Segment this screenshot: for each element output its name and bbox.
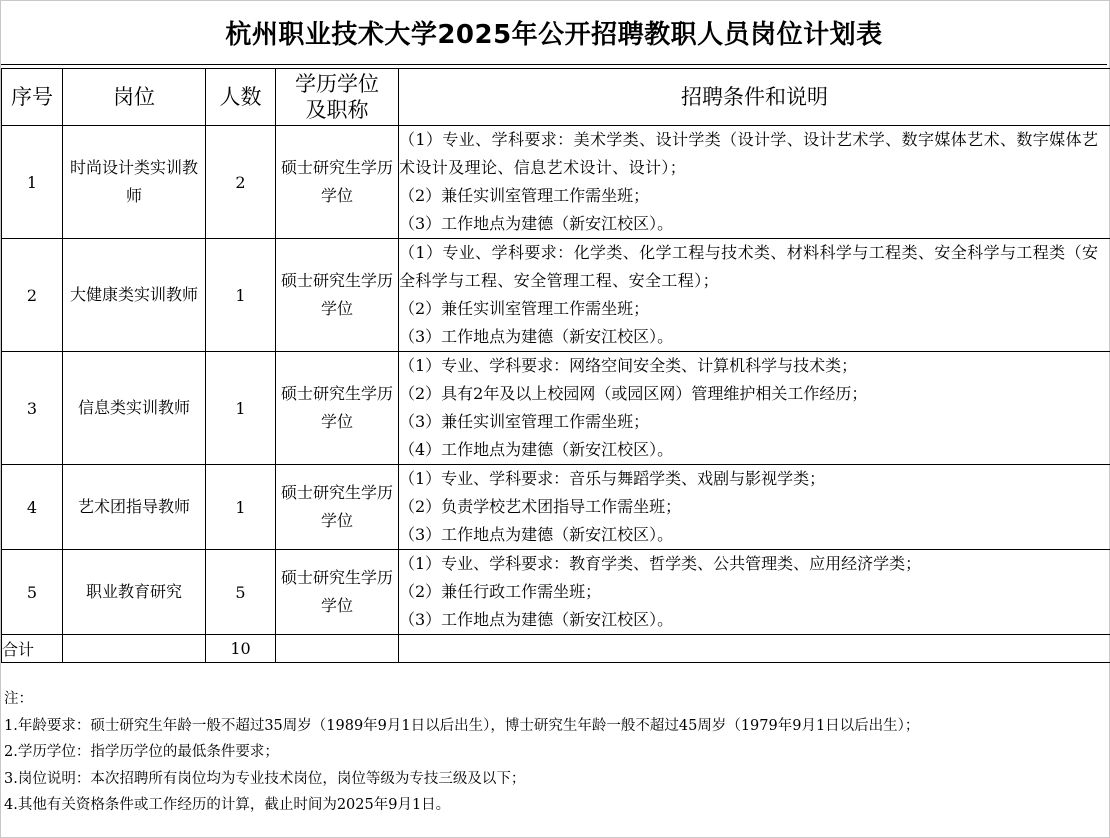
- row-no: 5: [2, 550, 63, 635]
- page-title: 杭州职业技术大学2025年公开招聘教职人员岗位计划表: [1, 1, 1107, 65]
- table-row: [2, 465, 1110, 550]
- row-conditions: [399, 126, 1110, 239]
- header-education-line1: 学历学位: [295, 72, 379, 96]
- condition-line: （2）兼任实训室管理工作需坐班；: [399, 299, 650, 318]
- row-education: 硕士研究生学历学位: [276, 239, 399, 352]
- row-no: 2: [2, 239, 63, 352]
- row-no: 4: [2, 465, 63, 550]
- row-position: 大健康类实训教师: [63, 239, 206, 352]
- row-no: 3: [2, 352, 63, 465]
- total-row: [2, 635, 1110, 663]
- condition-line: （2）负责学校艺术团指导工作需坐班；: [399, 497, 682, 516]
- row-education: 硕士研究生学历学位: [276, 465, 399, 550]
- condition-line: （4）工作地点为建德（新安江校区）。: [399, 440, 674, 459]
- empty-cell: [63, 635, 206, 663]
- row-no: 1: [2, 126, 63, 239]
- header-no: 序号: [2, 69, 63, 126]
- condition-line: （2）具有2年及以上校园网（或园区网）管理维护相关工作经历；: [399, 384, 868, 403]
- table-row: [2, 352, 1110, 465]
- row-conditions: [399, 239, 1110, 352]
- header-education: [276, 69, 399, 126]
- header-education-line2: 及职称: [305, 98, 369, 122]
- row-conditions: [399, 550, 1110, 635]
- recruitment-table: [1, 68, 1110, 663]
- condition-line: （3）兼任实训室管理工作需坐班；: [399, 412, 650, 431]
- condition-line: （3）工作地点为建德（新安江校区）。: [399, 610, 674, 629]
- condition-line: （1）专业、学科要求：化学类、化学工程与技术类、材料科学与工程类、安全科学与工程类（安全科学与工程、安全管理工程、安全工程）；: [399, 243, 1099, 290]
- header-position: 岗位: [63, 69, 206, 126]
- condition-line: （2）兼任行政工作需坐班；: [399, 582, 602, 601]
- table-row: [2, 239, 1110, 352]
- condition-line: （2）兼任实训室管理工作需坐班；: [399, 186, 650, 205]
- row-count: 1: [206, 465, 276, 550]
- condition-line: （1）专业、学科要求：音乐与舞蹈学类、戏剧与影视学类；: [399, 469, 826, 488]
- total-count: 10: [206, 635, 276, 663]
- row-count: 1: [206, 352, 276, 465]
- row-count: 5: [206, 550, 276, 635]
- table-row: [2, 126, 1110, 239]
- table-header-row: [2, 69, 1110, 126]
- header-count: 人数: [206, 69, 276, 126]
- condition-line: （1）专业、学科要求：网络空间安全类、计算机科学与技术类；: [399, 356, 858, 375]
- empty-cell: [399, 635, 1110, 663]
- row-count: 1: [206, 239, 276, 352]
- condition-line: （3）工作地点为建德（新安江校区）。: [399, 327, 674, 346]
- row-education: 硕士研究生学历学位: [276, 126, 399, 239]
- row-position: 信息类实训教师: [63, 352, 206, 465]
- note-deadline: 4.其他有关资格条件或工作经历的计算，截止时间为2025年9月1日。: [4, 797, 451, 813]
- row-conditions: [399, 465, 1110, 550]
- note-position: 3.岗位说明：本次招聘所有岗位均为专业技术岗位，岗位等级为专技三级及以下；: [4, 770, 526, 787]
- row-conditions: [399, 352, 1110, 465]
- condition-line: （3）工作地点为建德（新安江校区）。: [399, 214, 674, 233]
- row-position: 时尚设计类实训教师: [63, 126, 206, 239]
- note-age: 1.年龄要求：硕士研究生年龄一般不超过35周岁（1989年9月1日以后出生），博士研究生年龄一般不超过45周岁（1979年9月1日以后出生）；: [4, 717, 920, 734]
- row-count: 2: [206, 126, 276, 239]
- row-education: 硕士研究生学历学位: [276, 550, 399, 635]
- row-position: 艺术团指导教师: [63, 465, 206, 550]
- header-conditions: 招聘条件和说明: [399, 69, 1110, 126]
- notes-section: [4, 686, 1104, 819]
- notes-heading: 注：: [4, 691, 33, 707]
- table-row: [2, 550, 1110, 635]
- total-label: 合计: [2, 635, 63, 663]
- row-education: 硕士研究生学历学位: [276, 352, 399, 465]
- note-education: 2.学历学位：指学历学位的最低条件要求；: [4, 744, 279, 760]
- condition-line: （1）专业、学科要求：教育学类、哲学类、公共管理类、应用经济学类；: [399, 554, 922, 573]
- condition-line: （1）专业、学科要求：美术学类、设计学类（设计学、设计艺术学、数字媒体艺术、数字媒体艺术设计及理论、信息艺术设计、设计）；: [399, 130, 1099, 177]
- condition-line: （3）工作地点为建德（新安江校区）。: [399, 525, 674, 544]
- row-position: 职业教育研究: [63, 550, 206, 635]
- empty-cell: [276, 635, 399, 663]
